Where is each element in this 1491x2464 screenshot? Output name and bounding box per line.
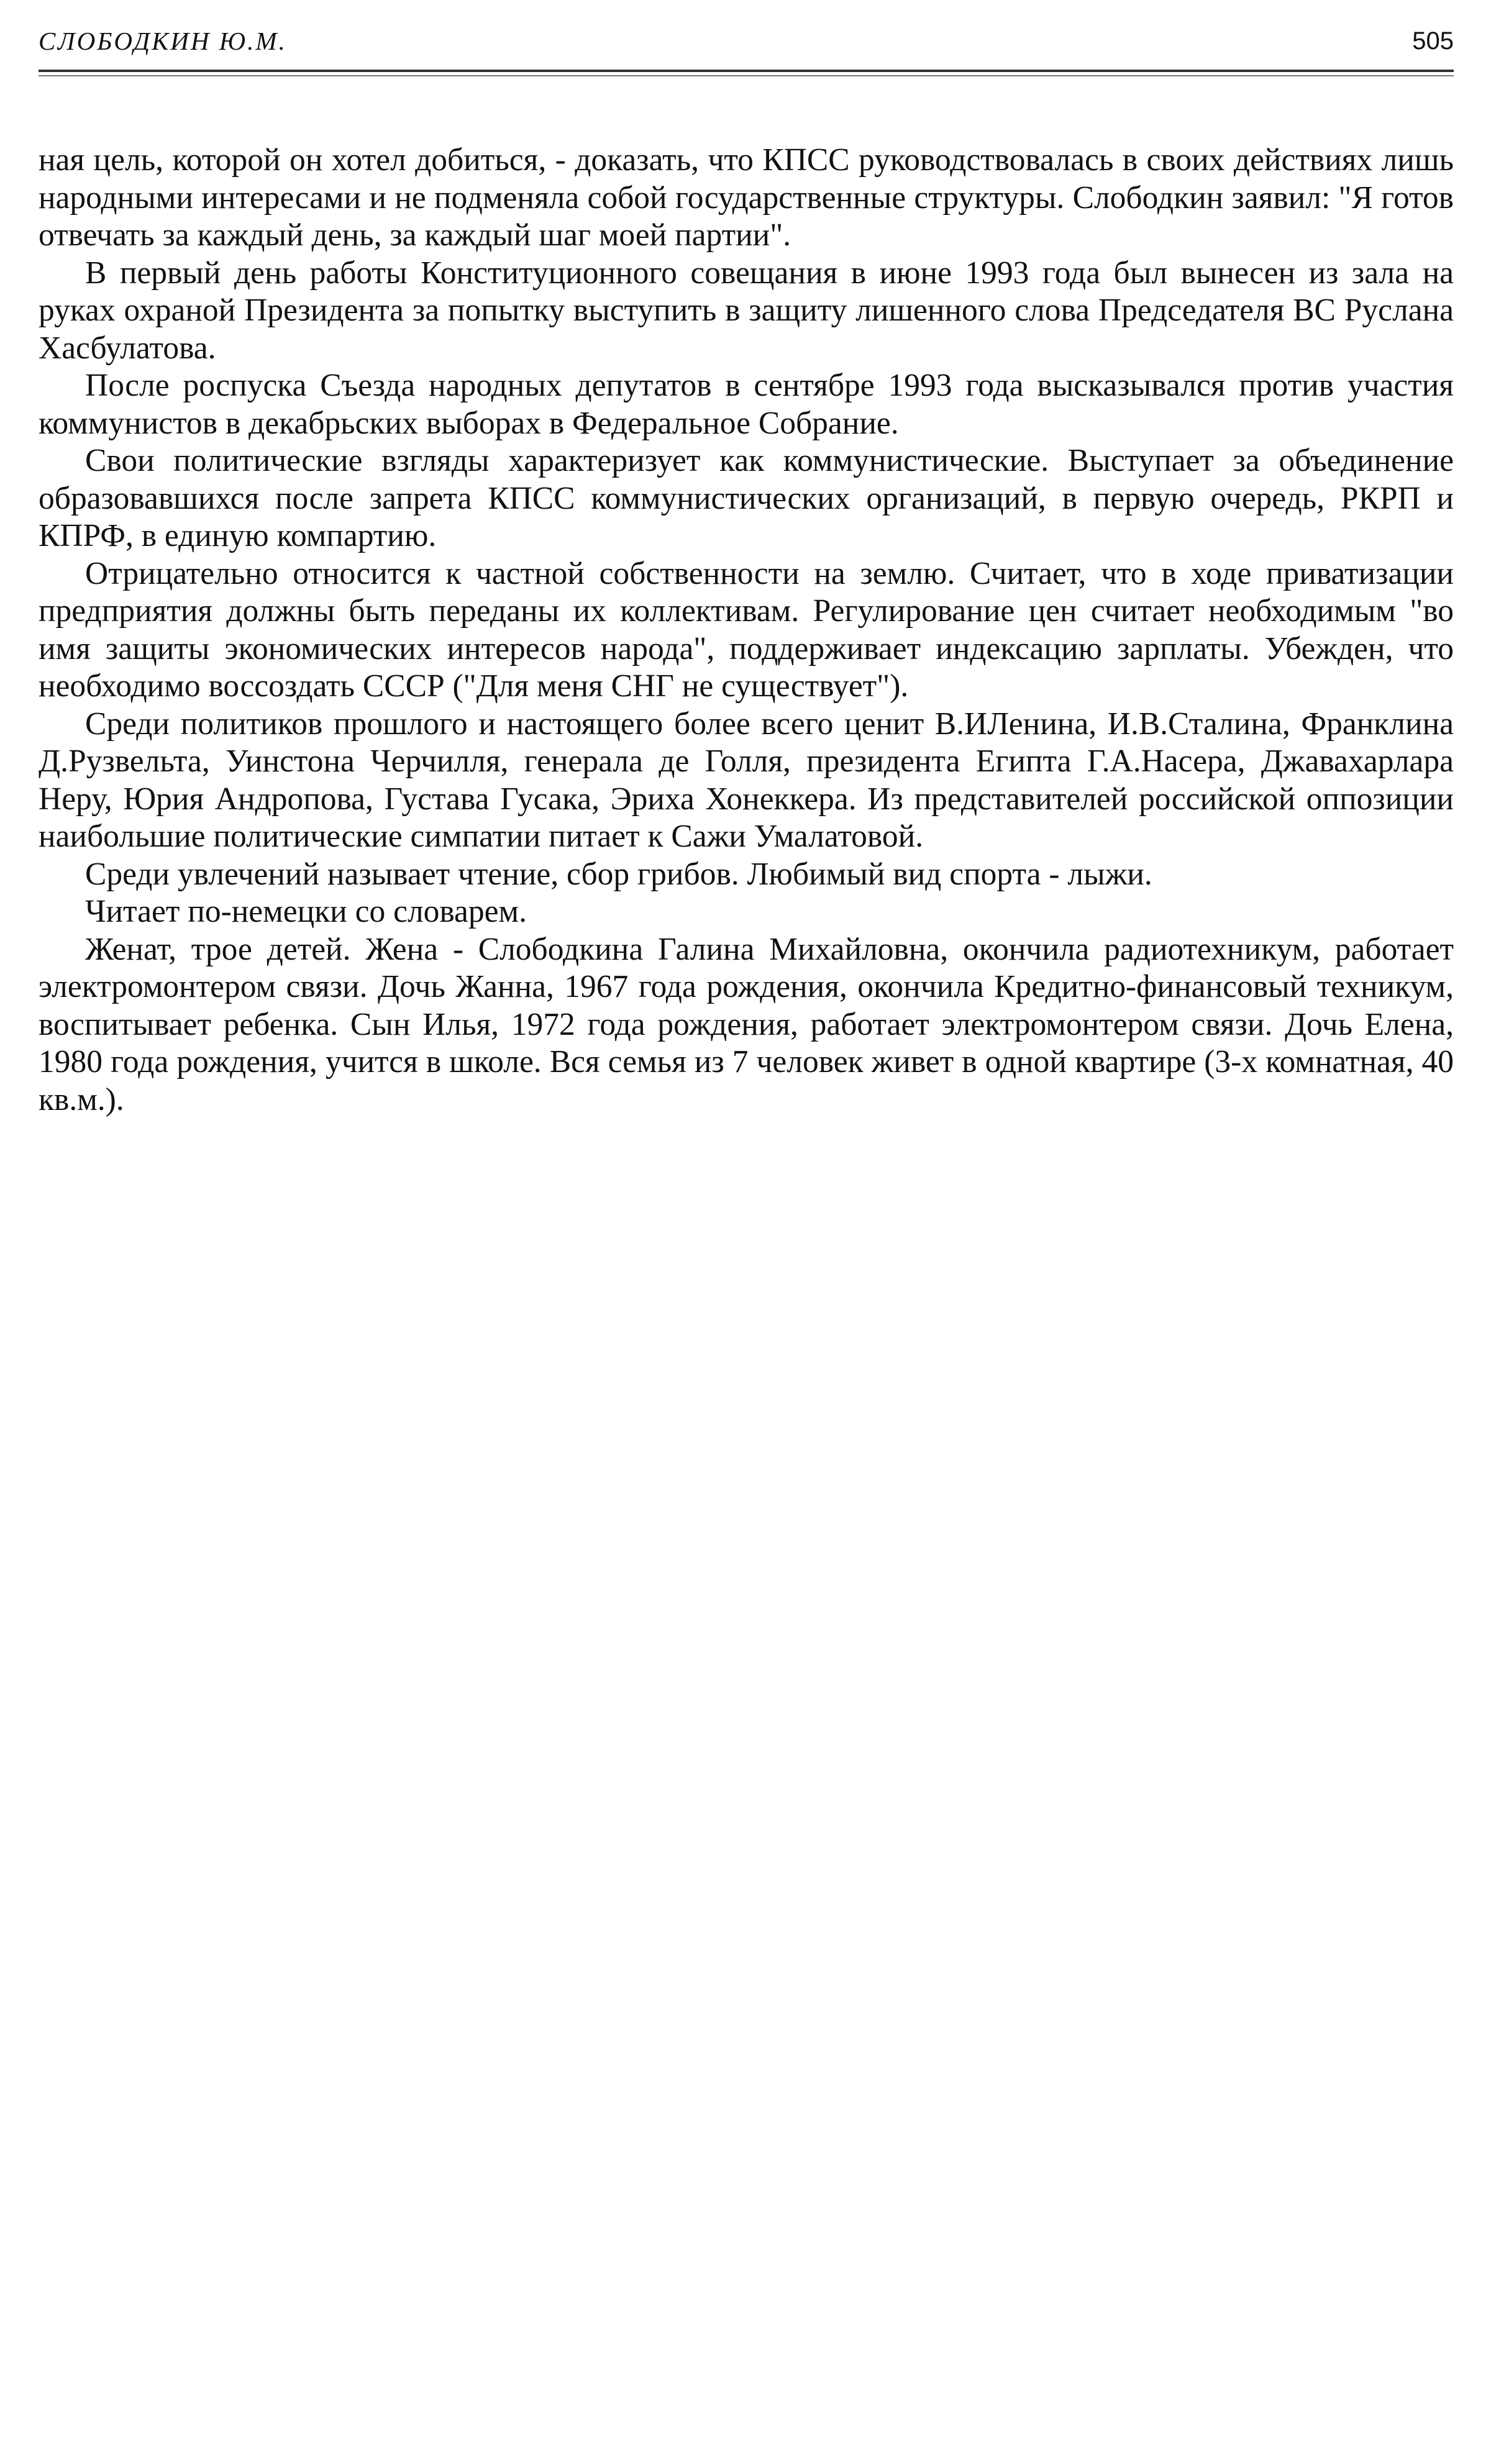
paragraph-congress-dissolution: После роспуска Съезда народных депутатов в сентябре 1993 года высказывался против участия коммунистов в декабрьских выборах в Федеральное Собрание. [39,368,1454,441]
body-text [39,142,1454,1119]
paragraph-constitutional-meeting: В первый день работы Конституционного совещания в июне 1993 года был вынесен из зала на руках охраной Президента за попытку выступить в защиту лишенного слова Председателя ВС Руслана Хасбулатова. [39,255,1454,366]
paragraph-hobbies: Среди увлечений называет чтение, сбор грибов. Любимый вид спорта - лыжи. [85,856,1152,892]
paragraph-continuation: ная цель, которой он хотел добиться, - доказать, что КПСС руководствовалась в своих действиях лишь народными интересами и не подменяла собой государственные структуры. Слободкин заявил: "Я готов отвечать за каждый день, за каждый шаг моей партии". [39,142,1454,253]
paragraph-family: Женат, трое детей. Жена - Слободкина Галина Михайловна, окончила радиотехникум, работает электромонтером связи. Дочь Жанна, 1967 года рождения, окончила Кредитно-финансовый техникум, воспитывает ребенка. Сын Илья, 1972 года рождения, работает электромонтером связи. Дочь Елена, 1980 года рождения, учится в школе. Вся семья из 7 человек живет в одной квартире (3-х комнатная, 40 кв.м.). [39,931,1454,1117]
running-head [39,22,1454,60]
header-rule-thick [39,70,1454,72]
paragraph-economic-views: Отрицательно относится к частной собственности на землю. Считает, что в ходе приватизации предприятия должны быть переданы их коллективам. Регулирование цен считает необходимым "во имя защиты экономических интересов народа", поддерживает индексацию зарплаты. Убежден, что необходимо воссоздать СССР ("Для меня СНГ не существует"). [39,555,1454,704]
paragraph-political-views: Свои политические взгляды характеризует как коммунистические. Выступает за объединение образовавшихся после запрета КПСС коммунистических организаций, в первую очередь, РКРП и КПРФ, в единую компартию. [39,443,1454,553]
paragraph-languages: Читает по-немецки со словарем. [85,894,527,929]
running-title: СЛОБОДКИН Ю.М. [39,27,287,55]
paragraph-admired-politicians: Среди политиков прошлого и настоящего более всего ценит В.ИЛенина, И.В.Сталина, Франклина Д.Рузвельта, Уинстона Черчилля, генерала де Голля, президента Египта Г.А.Насера, Джавахарлара Неру, Юрия Андропова, Густава Гусака, Эриха Хонеккера. Из представителей российской оппозиции наибольшие политические симпатии питает к Сажи Умалатовой. [39,706,1454,854]
header-rule-thin [39,75,1454,76]
page-number: 505 [1412,27,1454,55]
